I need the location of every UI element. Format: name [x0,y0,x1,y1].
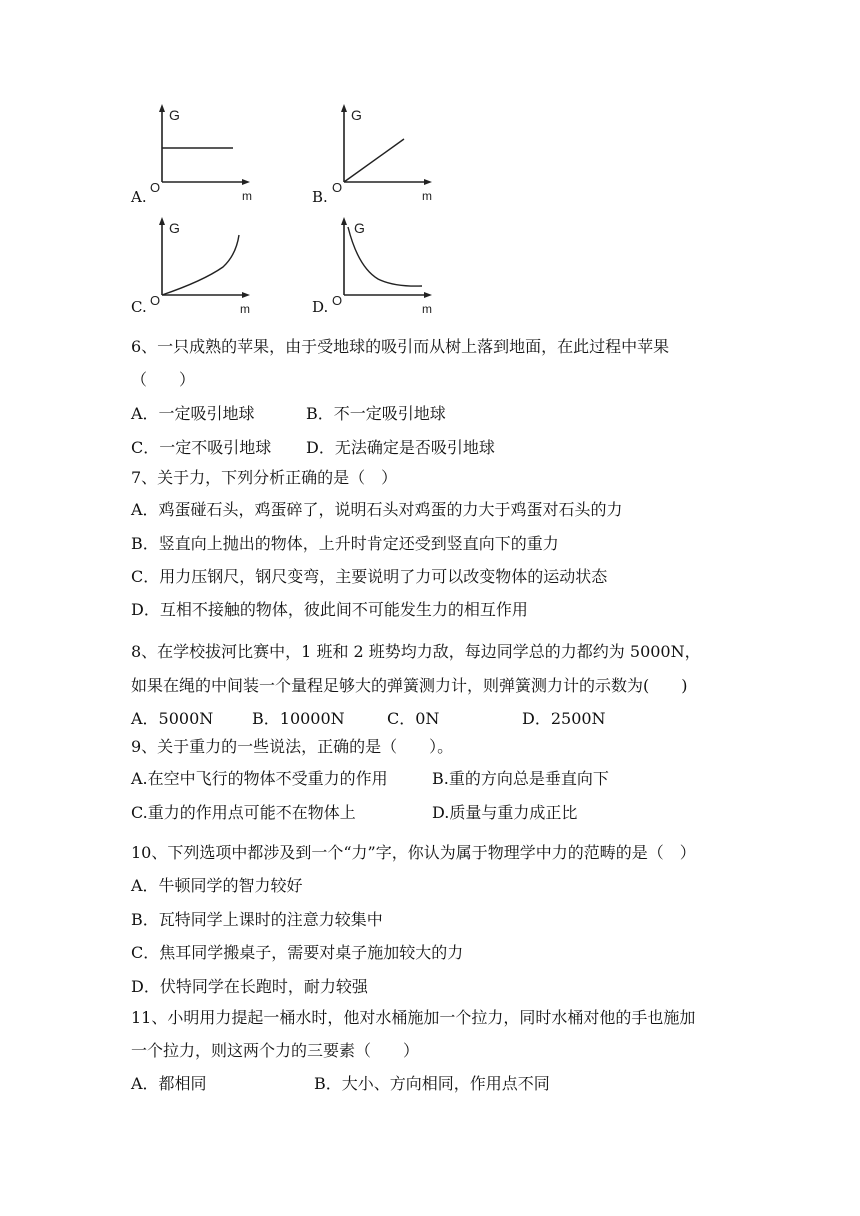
origin-label: O [150,180,161,195]
question-6-option-b: B．不一定吸引地球 [306,404,446,423]
question-8-stem-line-1: 8、在学校拔河比赛中，1 班和 2 班势均力敌，每边同学总的力都约为 5000N， [131,642,701,661]
x-axis-arrow [424,179,432,185]
question-10-stem: 10、下列选项中都涉及到一个“力”字，你认为属于物理学中力的范畴的是（ ） [131,843,696,862]
question-9-option-c: C.重力的作用点可能不在物体上 [131,803,356,822]
y-axis-arrow [159,104,165,112]
graph-option-c-letter: C. [131,298,147,316]
question-9-option-a: A.在空中飞行的物体不受重力的作用 [131,769,388,788]
question-10-option-b: B．瓦特同学上课时的注意力较集中 [131,910,383,929]
question-8-option-c: C．0N [387,709,440,728]
question-10-option-c: C．焦耳同学搬桌子，需要对桌子施加较大的力 [131,943,464,962]
y-axis-label: G [354,220,365,236]
y-axis-label: G [169,107,180,123]
y-axis-arrow [341,217,347,225]
x-axis-arrow [242,179,250,185]
graph-option-b [330,102,450,202]
y-axis-arrow [341,104,347,112]
question-8-option-d: D．2500N [522,709,606,728]
question-7-stem: 7、关于力，下列分析正确的是（ ） [131,468,398,487]
x-axis-arrow [424,292,432,298]
graph-option-c [148,215,268,315]
origin-label: O [332,180,343,195]
question-8-option-a: A．5000N [131,709,214,728]
x-axis-label: m [422,189,432,203]
question-6-option-a: A．一定吸引地球 [131,404,255,423]
graph-option-a-letter: A. [131,188,147,206]
question-11-option-a: A．都相同 [131,1074,207,1093]
question-7-option-d: D．互相不接触的物体，彼此间不可能发生力的相互作用 [131,600,528,619]
question-8-stem-line-2: 如果在绳的中间装一个量程足够大的弹簧测力计，则弹簧测力计的示数为( ) [131,676,688,695]
question-9-stem: 9、关于重力的一些说法，正确的是（ ）。 [131,737,454,756]
question-11-stem-line-1: 11、小明用力提起一桶水时，他对水桶施加一个拉力，同时水桶对他的手也施加 [131,1008,696,1027]
graph-option-d [330,215,450,315]
origin-label: O [332,293,343,308]
question-6-option-c: C．一定不吸引地球 [131,438,272,457]
question-11-option-b: B．大小、方向相同，作用点不同 [314,1074,550,1093]
question-10-option-a: A．牛顿同学的智力较好 [131,876,303,895]
graph-line [344,139,404,182]
x-axis-label: m [242,189,252,203]
x-axis-label: m [240,302,250,316]
question-7-option-a: A．鸡蛋碰石头，鸡蛋碎了，说明石头对鸡蛋的力大于鸡蛋对石头的力 [131,500,623,519]
graph-option-d-letter: D. [312,298,329,316]
y-axis-label: G [169,220,180,236]
question-7-option-b: B．竖直向上抛出的物体，上升时肯定还受到竖直向下的重力 [131,534,559,553]
graph-option-a [148,102,268,202]
graph-option-b-letter: B. [312,188,328,206]
question-9-option-b: B.重的方向总是垂直向下 [432,769,609,788]
question-7-option-c: C．用力压钢尺，钢尺变弯，主要说明了力可以改变物体的运动状态 [131,567,608,586]
question-8-option-b: B．10000N [252,709,345,728]
question-6-option-d: D．无法确定是否吸引地球 [306,438,495,457]
y-axis-label: G [351,107,362,123]
origin-label: O [150,293,161,308]
question-11-stem-line-2: 一个拉力，则这两个力的三要素（ ） [131,1041,420,1060]
question-6-stem-line-2: （ ） [131,370,196,389]
x-axis-arrow [242,292,250,298]
y-axis-arrow [159,217,165,225]
question-10-option-d: D．伏特同学在长跑时，耐力较强 [131,977,368,996]
graph-curve [162,235,239,295]
question-6-stem-line-1: 6、一只成熟的苹果，由于受地球的吸引而从树上落到地面，在此过程中苹果 [131,337,670,356]
x-axis-label: m [422,302,432,316]
question-9-option-d: D.质量与重力成正比 [432,803,578,822]
